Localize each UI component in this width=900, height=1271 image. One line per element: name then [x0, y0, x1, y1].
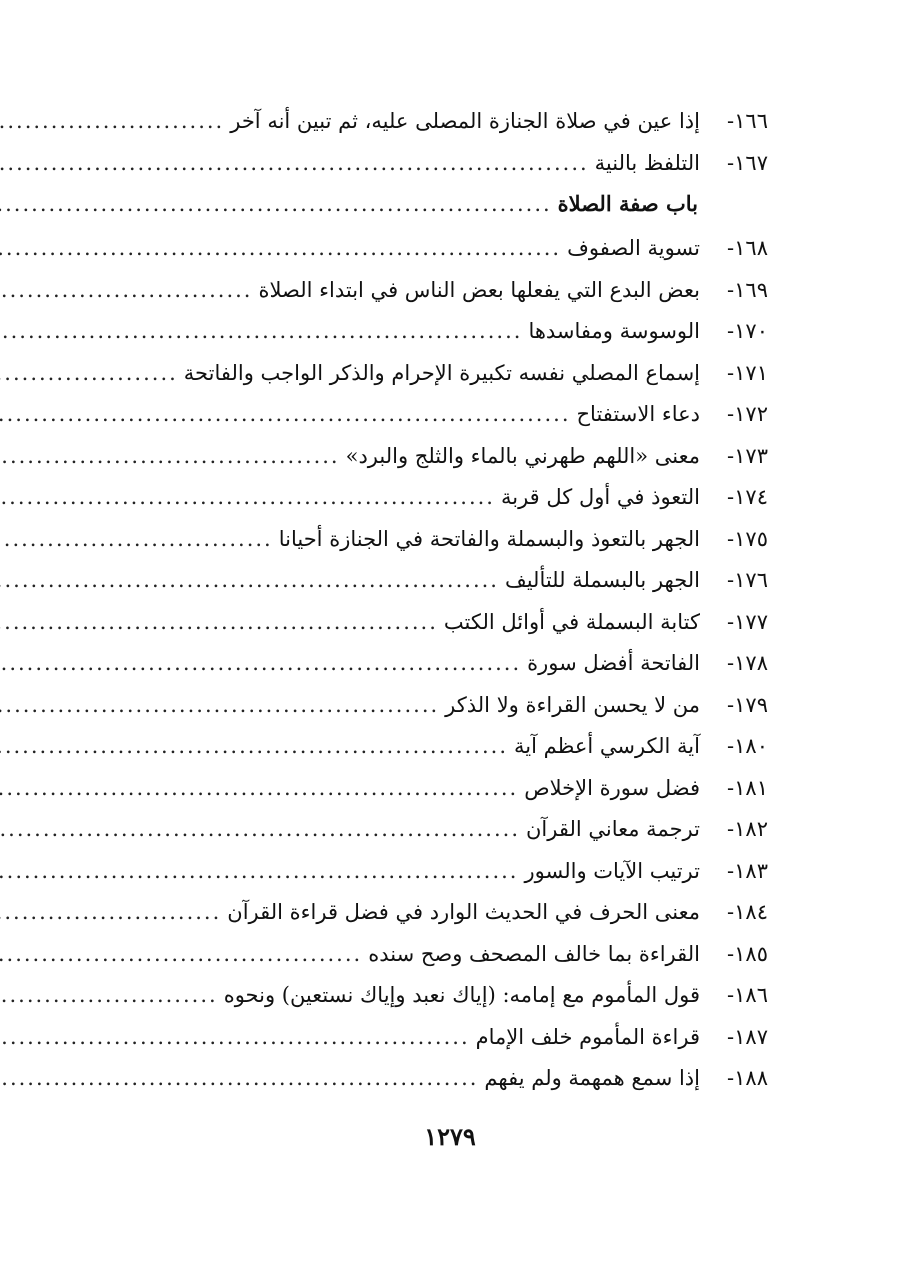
- entry-title: القراءة بما خالف المصحف وصح سنده: [368, 941, 700, 966]
- entry-number: ١٨١-: [727, 775, 768, 800]
- entry-title: التلفظ بالنية: [594, 150, 700, 175]
- dot-leader: [0, 192, 552, 216]
- toc-entry: [148, 899, 768, 941]
- toc-entry: [148, 235, 768, 277]
- entry-number: ١٨٣-: [727, 858, 768, 883]
- entry-number: ١٦٦-: [727, 109, 768, 133]
- toc-entry: [148, 650, 768, 692]
- dot-leader: [0, 109, 224, 133]
- entry-number: ١٧٥-: [727, 526, 768, 551]
- dot-leader: [0, 402, 571, 426]
- toc-entry: [148, 692, 768, 734]
- dot-leader: [0, 900, 221, 924]
- dot-leader: [0, 568, 499, 592]
- toc-entry: [148, 567, 768, 609]
- dot-leader: [0, 983, 218, 1007]
- entry-title: كتابة البسملة في أوائل الكتب: [443, 609, 700, 634]
- entry-number: ١٨٨-: [727, 1066, 768, 1090]
- dot-leader: [0, 776, 518, 800]
- toc-entry: [148, 108, 768, 150]
- dot-leader: [0, 859, 518, 883]
- dot-leader: [0, 1066, 478, 1090]
- entry-title: الجهر بالتعوذ والبسملة والفاتحة في الجنازة أحيانا: [278, 526, 700, 551]
- dot-leader: [0, 278, 252, 302]
- entry-number: ١٨٠-: [727, 734, 768, 758]
- entry-number: ١٧٨-: [727, 651, 768, 675]
- dot-leader: [0, 1025, 470, 1049]
- entry-number: ١٧١-: [727, 360, 768, 385]
- dot-leader: [0, 485, 495, 509]
- dot-leader: [0, 444, 340, 468]
- entry-number: ١٦٩-: [727, 277, 768, 302]
- entry-title: ترتيب الآيات والسور: [524, 858, 700, 883]
- entry-number: ١٧٤-: [727, 485, 768, 509]
- entry-title: إسماع المصلي نفسه تكبيرة الإحرام والذكر الواجب والفاتحة: [183, 360, 700, 385]
- toc-entry: [148, 526, 768, 568]
- entry-title: إذا عين في صلاة الجنازة المصلى عليه، ثم تبين أنه آخر: [230, 109, 700, 133]
- dot-leader: [0, 236, 561, 260]
- dot-leader: [0, 734, 508, 758]
- entry-title: ترجمة معاني القرآن: [526, 817, 700, 841]
- dot-leader: [0, 693, 439, 717]
- dot-leader: [0, 610, 438, 634]
- entry-title: قول المأموم مع إمامه: (إياك نعبد وإياك نستعين) ونحوه: [223, 983, 700, 1007]
- entry-title: الوسوسة ومفاسدها: [528, 319, 700, 343]
- entry-title: قراءة المأموم خلف الإمام: [475, 1024, 700, 1049]
- page-number: ١٢٧٩: [424, 1122, 476, 1151]
- entry-title: إذا سمع همهمة ولم يفهم: [484, 1066, 700, 1090]
- toc-section-heading: [148, 191, 768, 235]
- toc-entry: [148, 858, 768, 900]
- toc-entry: [148, 982, 768, 1024]
- entry-number: ١٧٦-: [727, 568, 768, 592]
- dot-leader: [0, 942, 362, 966]
- entry-title: الجهر بالبسملة للتأليف: [504, 568, 700, 592]
- dot-leader: [0, 319, 522, 343]
- toc-entry: [148, 401, 768, 443]
- toc-entry: [148, 277, 768, 319]
- entry-number: ١٨٦-: [727, 983, 768, 1007]
- dot-leader: [0, 527, 273, 551]
- entry-title: تسوية الصفوف: [567, 236, 700, 260]
- toc-entry: [148, 609, 768, 651]
- entry-title: من لا يحسن القراءة ولا الذكر: [445, 692, 700, 717]
- entry-number: ١٧٧-: [727, 609, 768, 634]
- toc-entry: [148, 443, 768, 485]
- toc-entry: [148, 775, 768, 817]
- entry-number: ١٦٨-: [727, 236, 768, 260]
- toc-entry: [148, 816, 768, 858]
- toc-entry: [148, 318, 768, 360]
- entry-title: معنى «اللهم طهرني بالماء والثلج والبرد»: [345, 443, 700, 468]
- dot-leader: [0, 151, 589, 175]
- entry-title: التعوذ في أول كل قربة: [500, 485, 700, 509]
- entry-number: ١٨٧-: [727, 1024, 768, 1049]
- section-title: باب صفة الصلاة: [557, 191, 698, 216]
- entry-number: ١٧٣-: [727, 443, 768, 468]
- dot-leader: [0, 361, 178, 385]
- entry-number: ١٨٥-: [727, 941, 768, 966]
- entry-number: ١٦٧-: [727, 150, 768, 175]
- toc-entry: [148, 733, 768, 775]
- dot-leader: [0, 651, 521, 675]
- toc-entry: [148, 484, 768, 526]
- entry-title: فضل سورة الإخلاص: [524, 775, 700, 800]
- entry-title: دعاء الاستفتاح: [576, 402, 700, 426]
- dot-leader: [0, 817, 520, 841]
- entry-title: بعض البدع التي يفعلها بعض الناس في ابتداء الصلاة: [258, 277, 700, 302]
- toc-entry: [148, 360, 768, 402]
- entry-title: معنى الحرف في الحديث الوارد في فضل قراءة القرآن: [227, 900, 700, 924]
- entry-number: ١٧٩-: [727, 692, 768, 717]
- toc-entry: [148, 1065, 768, 1107]
- toc-entry: [148, 150, 768, 192]
- entry-number: ١٧٢-: [727, 402, 768, 426]
- entry-number: ١٨٢-: [727, 817, 768, 841]
- table-of-contents: [148, 108, 768, 1107]
- entry-title: الفاتحة أفضل سورة: [527, 651, 700, 675]
- toc-entry: [148, 941, 768, 983]
- entry-title: آية الكرسي أعظم آية: [514, 734, 700, 758]
- entry-number: ١٨٤-: [727, 900, 768, 924]
- toc-entry: [148, 1024, 768, 1066]
- entry-number: ١٧٠-: [727, 319, 768, 343]
